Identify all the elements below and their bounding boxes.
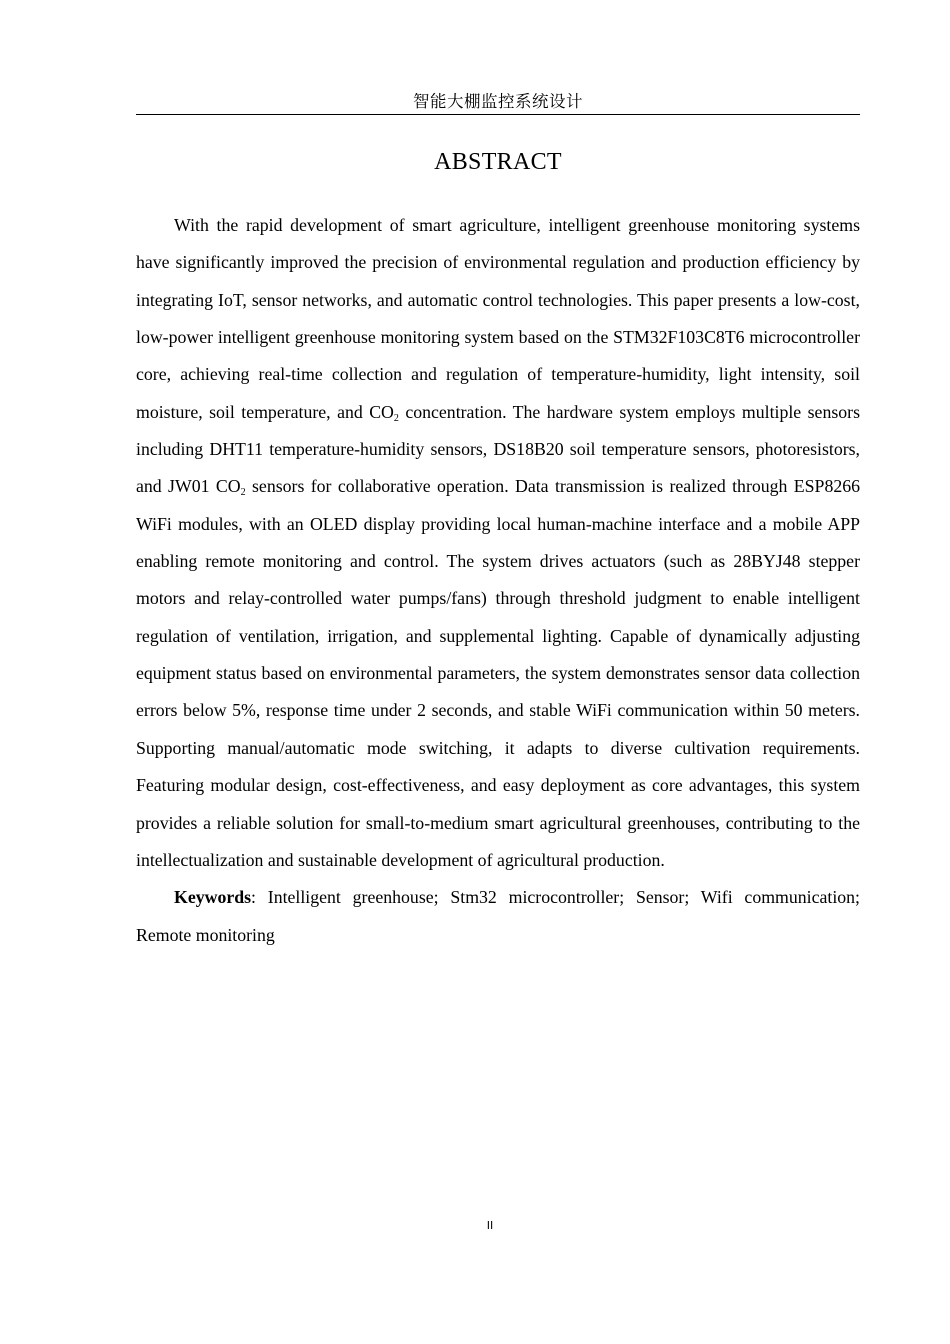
abstract-text-part-1: With the rapid development of smart agriculture, intelligent greenhouse monitoring systems have significantly improved the precision of environmental regulation and production efficiency by integrating IoT, sensor networks, and automatic control technologies. This paper presents a low-cost, low-power intelligent greenhouse monitoring system based on the STM32F103C8T6 microcontroller core, achieving real-time collection and regulation of temperature-humidity, light intensity, soil moisture, soil temperature, and CO (136, 215, 860, 422)
running-header: 智能大棚监控系统设计 (413, 92, 583, 111)
abstract-body (136, 207, 860, 954)
page-number: II (486, 1219, 494, 1232)
co2-subscript: 2 (240, 487, 246, 499)
co2-subscript: 2 (393, 412, 399, 424)
keywords-list: : Intelligent greenhouse; Stm32 microcontroller; Sensor; Wifi communication; Remote monitoring (136, 887, 860, 945)
keywords-paragraph (136, 879, 860, 954)
keywords-label: Keywords (174, 887, 252, 908)
abstract-text-part-3: sensors for collaborative operation. Data transmission is realized through ESP8266 WiFi modules, with an OLED display providing local human-machine interface and a mobile APP enabling remote monitoring and control. The system drives actuators (such as 28BYJ48 stepper motors and relay-controlled water pumps/fans) through threshold judgment to enable intelligent regulation of ventilation, irrigation, and supplemental lighting. Capable of dynamically adjusting equipment status based on environmental parameters, the system demonstrates sensor data collection errors below 5%, response time under 2 seconds, and stable WiFi communication within 50 meters. Supporting manual/automatic mode switching, it adapts to diverse cultivation requirements. Featuring modular design, cost-effectiveness, and easy deployment as core advantages, this system provides a reliable solution for small-to-medium smart agricultural greenhouses, contributing to the intellectualization and sustainable development of agricultural production. (136, 476, 861, 870)
header-rule (136, 114, 860, 115)
abstract-paragraph (136, 207, 860, 879)
abstract-text-part-2: concentration. The hardware system employs multiple sensors including DHT11 temperature-humidity sensors, DS18B20 soil temperature sensors, photoresistors, and JW01 CO (136, 401, 860, 497)
abstract-title: ABSTRACT (434, 149, 562, 175)
